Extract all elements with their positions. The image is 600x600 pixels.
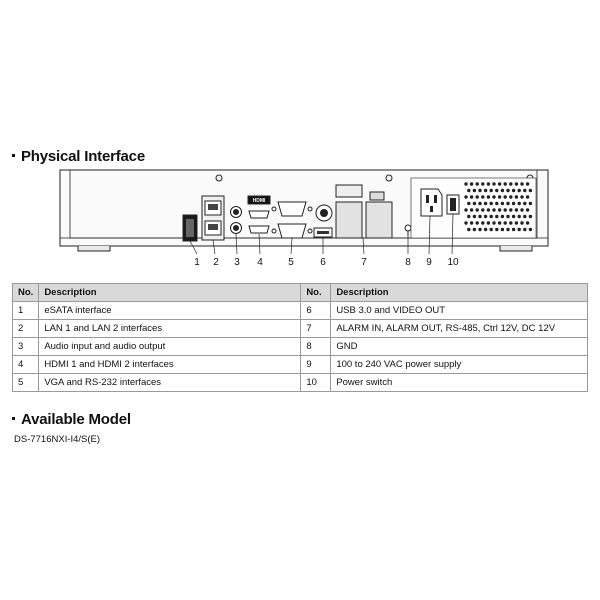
bullet-icon — [12, 417, 15, 420]
vent-hole — [529, 215, 532, 218]
vent-hole — [476, 182, 479, 185]
vent-hole — [467, 215, 470, 218]
vent-hole — [484, 228, 487, 231]
vent-hole — [506, 189, 509, 192]
vent-hole — [464, 208, 467, 211]
vent-hole — [484, 202, 487, 205]
vent-hole — [515, 221, 518, 224]
cell-description: ALARM IN, ALARM OUT, RS-485, Ctrl 12V, DC 12V — [331, 320, 588, 338]
cell-description: Audio input and audio output — [39, 338, 301, 356]
section-title: Available Model — [21, 411, 131, 428]
vent-hole — [495, 215, 498, 218]
callout-7: 7 — [361, 257, 367, 268]
vent-hole — [495, 202, 498, 205]
vent-hole — [529, 189, 532, 192]
callout-6: 6 — [320, 257, 326, 268]
vent-hole — [501, 202, 504, 205]
lan-ports — [202, 196, 224, 240]
vent-hole — [492, 208, 495, 211]
vent-hole — [490, 228, 493, 231]
vent-hole — [509, 208, 512, 211]
vent-hole — [523, 228, 526, 231]
callout-9: 9 — [426, 257, 432, 268]
vent-hole — [478, 189, 481, 192]
vent-hole — [506, 215, 509, 218]
vent-hole — [490, 215, 493, 218]
vent-hole — [504, 208, 507, 211]
cell-no: 1 — [13, 302, 39, 320]
header-description: Description — [39, 284, 301, 302]
cell-no: 3 — [13, 338, 39, 356]
vent-hole — [504, 221, 507, 224]
header-no: No. — [13, 284, 39, 302]
vent-hole — [518, 215, 521, 218]
vent-hole — [473, 215, 476, 218]
vent-hole — [523, 189, 526, 192]
vent-hole — [473, 189, 476, 192]
vent-hole — [501, 228, 504, 231]
vent-hole — [526, 195, 529, 198]
table-row — [13, 338, 588, 356]
cell-no: 2 — [13, 320, 39, 338]
vent-hole — [495, 189, 498, 192]
cell-description: Power switch — [331, 374, 588, 392]
section-title: Physical Interface — [21, 148, 145, 165]
vent-hole — [495, 228, 498, 231]
vent-hole — [498, 221, 501, 224]
vent-hole — [470, 195, 473, 198]
vent-hole — [492, 195, 495, 198]
table-row — [13, 320, 588, 338]
table-row — [13, 356, 588, 374]
vent-hole — [512, 228, 515, 231]
callout-2: 2 — [213, 257, 219, 268]
vent-hole — [529, 228, 532, 231]
vent-hole — [467, 189, 470, 192]
rear-panel-diagram — [0, 0, 600, 270]
callout-3: 3 — [234, 257, 240, 268]
vent-hole — [484, 189, 487, 192]
cell-no: 6 — [301, 302, 331, 320]
vent-hole — [470, 221, 473, 224]
vent-hole — [478, 202, 481, 205]
vent-hole — [520, 182, 523, 185]
callout-4: 4 — [257, 257, 263, 268]
vent-hole — [473, 202, 476, 205]
callout-10: 10 — [447, 257, 459, 268]
table-row — [13, 302, 588, 320]
vent-hole — [520, 195, 523, 198]
vent-hole — [523, 202, 526, 205]
vent-hole — [492, 221, 495, 224]
cell-description: eSATA interface — [39, 302, 301, 320]
vent-hole — [478, 215, 481, 218]
vent-hole — [481, 221, 484, 224]
vent-hole — [518, 202, 521, 205]
vent-hole — [512, 189, 515, 192]
vent-hole — [487, 182, 490, 185]
header-no: No. — [301, 284, 331, 302]
vent-hole — [526, 208, 529, 211]
vent-hole — [476, 208, 479, 211]
vent-hole — [484, 215, 487, 218]
cell-no: 7 — [301, 320, 331, 338]
vent-hole — [481, 208, 484, 211]
vent-hole — [509, 221, 512, 224]
vent-hole — [520, 208, 523, 211]
vent-hole — [504, 182, 507, 185]
vent-hole — [487, 208, 490, 211]
vent-hole — [467, 228, 470, 231]
vent-hole — [509, 195, 512, 198]
vent-hole — [492, 182, 495, 185]
cell-description: HDMI 1 and HDMI 2 interfaces — [39, 356, 301, 374]
vent-hole — [476, 195, 479, 198]
hdmi-label: HDMI — [252, 198, 266, 204]
vent-hole — [490, 202, 493, 205]
cell-no: 5 — [13, 374, 39, 392]
vent-hole — [506, 202, 509, 205]
callout-5: 5 — [288, 257, 294, 268]
header-description: Description — [331, 284, 588, 302]
cell-no: 9 — [301, 356, 331, 374]
vent-hole — [515, 182, 518, 185]
vent-hole — [512, 215, 515, 218]
vent-hole — [506, 228, 509, 231]
vent-hole — [490, 189, 493, 192]
vent-hole — [512, 202, 515, 205]
section-heading-available-model — [12, 411, 131, 428]
vent-hole — [498, 208, 501, 211]
vent-hole — [515, 208, 518, 211]
vent-hole — [481, 195, 484, 198]
vent-hole — [476, 221, 479, 224]
cell-description: GND — [331, 338, 588, 356]
vent-hole — [498, 182, 501, 185]
callout-numbers — [194, 257, 459, 268]
vent-hole — [526, 182, 529, 185]
vent-hole — [523, 215, 526, 218]
table-header-row — [13, 284, 588, 302]
vent-hole — [529, 202, 532, 205]
callout-1: 1 — [194, 257, 200, 268]
cell-description: VGA and RS-232 interfaces — [39, 374, 301, 392]
vent-hole — [464, 195, 467, 198]
vent-hole — [504, 195, 507, 198]
vent-hole — [509, 182, 512, 185]
vent-hole — [464, 182, 467, 185]
vent-hole — [473, 228, 476, 231]
vent-hole — [481, 182, 484, 185]
cell-description: 100 to 240 VAC power supply — [331, 356, 588, 374]
table-row — [13, 374, 588, 392]
cell-description: USB 3.0 and VIDEO OUT — [331, 302, 588, 320]
vent-hole — [515, 195, 518, 198]
vent-hole — [478, 228, 481, 231]
vent-hole — [518, 189, 521, 192]
callout-8: 8 — [405, 257, 411, 268]
cell-no: 4 — [13, 356, 39, 374]
vent-hole — [498, 195, 501, 198]
model-number: DS-7716NXI-I4/S(E) — [14, 434, 101, 445]
esata-port — [183, 215, 197, 241]
cell-no: 10 — [301, 374, 331, 392]
vent-hole — [487, 195, 490, 198]
vent-hole — [464, 221, 467, 224]
cell-no: 8 — [301, 338, 331, 356]
vent-hole — [501, 189, 504, 192]
vent-hole — [487, 221, 490, 224]
vent-hole — [501, 215, 504, 218]
cell-description: LAN 1 and LAN 2 interfaces — [39, 320, 301, 338]
vent-hole — [520, 221, 523, 224]
interface-table — [12, 283, 588, 392]
vent-hole — [467, 202, 470, 205]
vent-hole — [526, 221, 529, 224]
vent-hole — [470, 208, 473, 211]
vent-hole — [470, 182, 473, 185]
vent-hole — [518, 228, 521, 231]
